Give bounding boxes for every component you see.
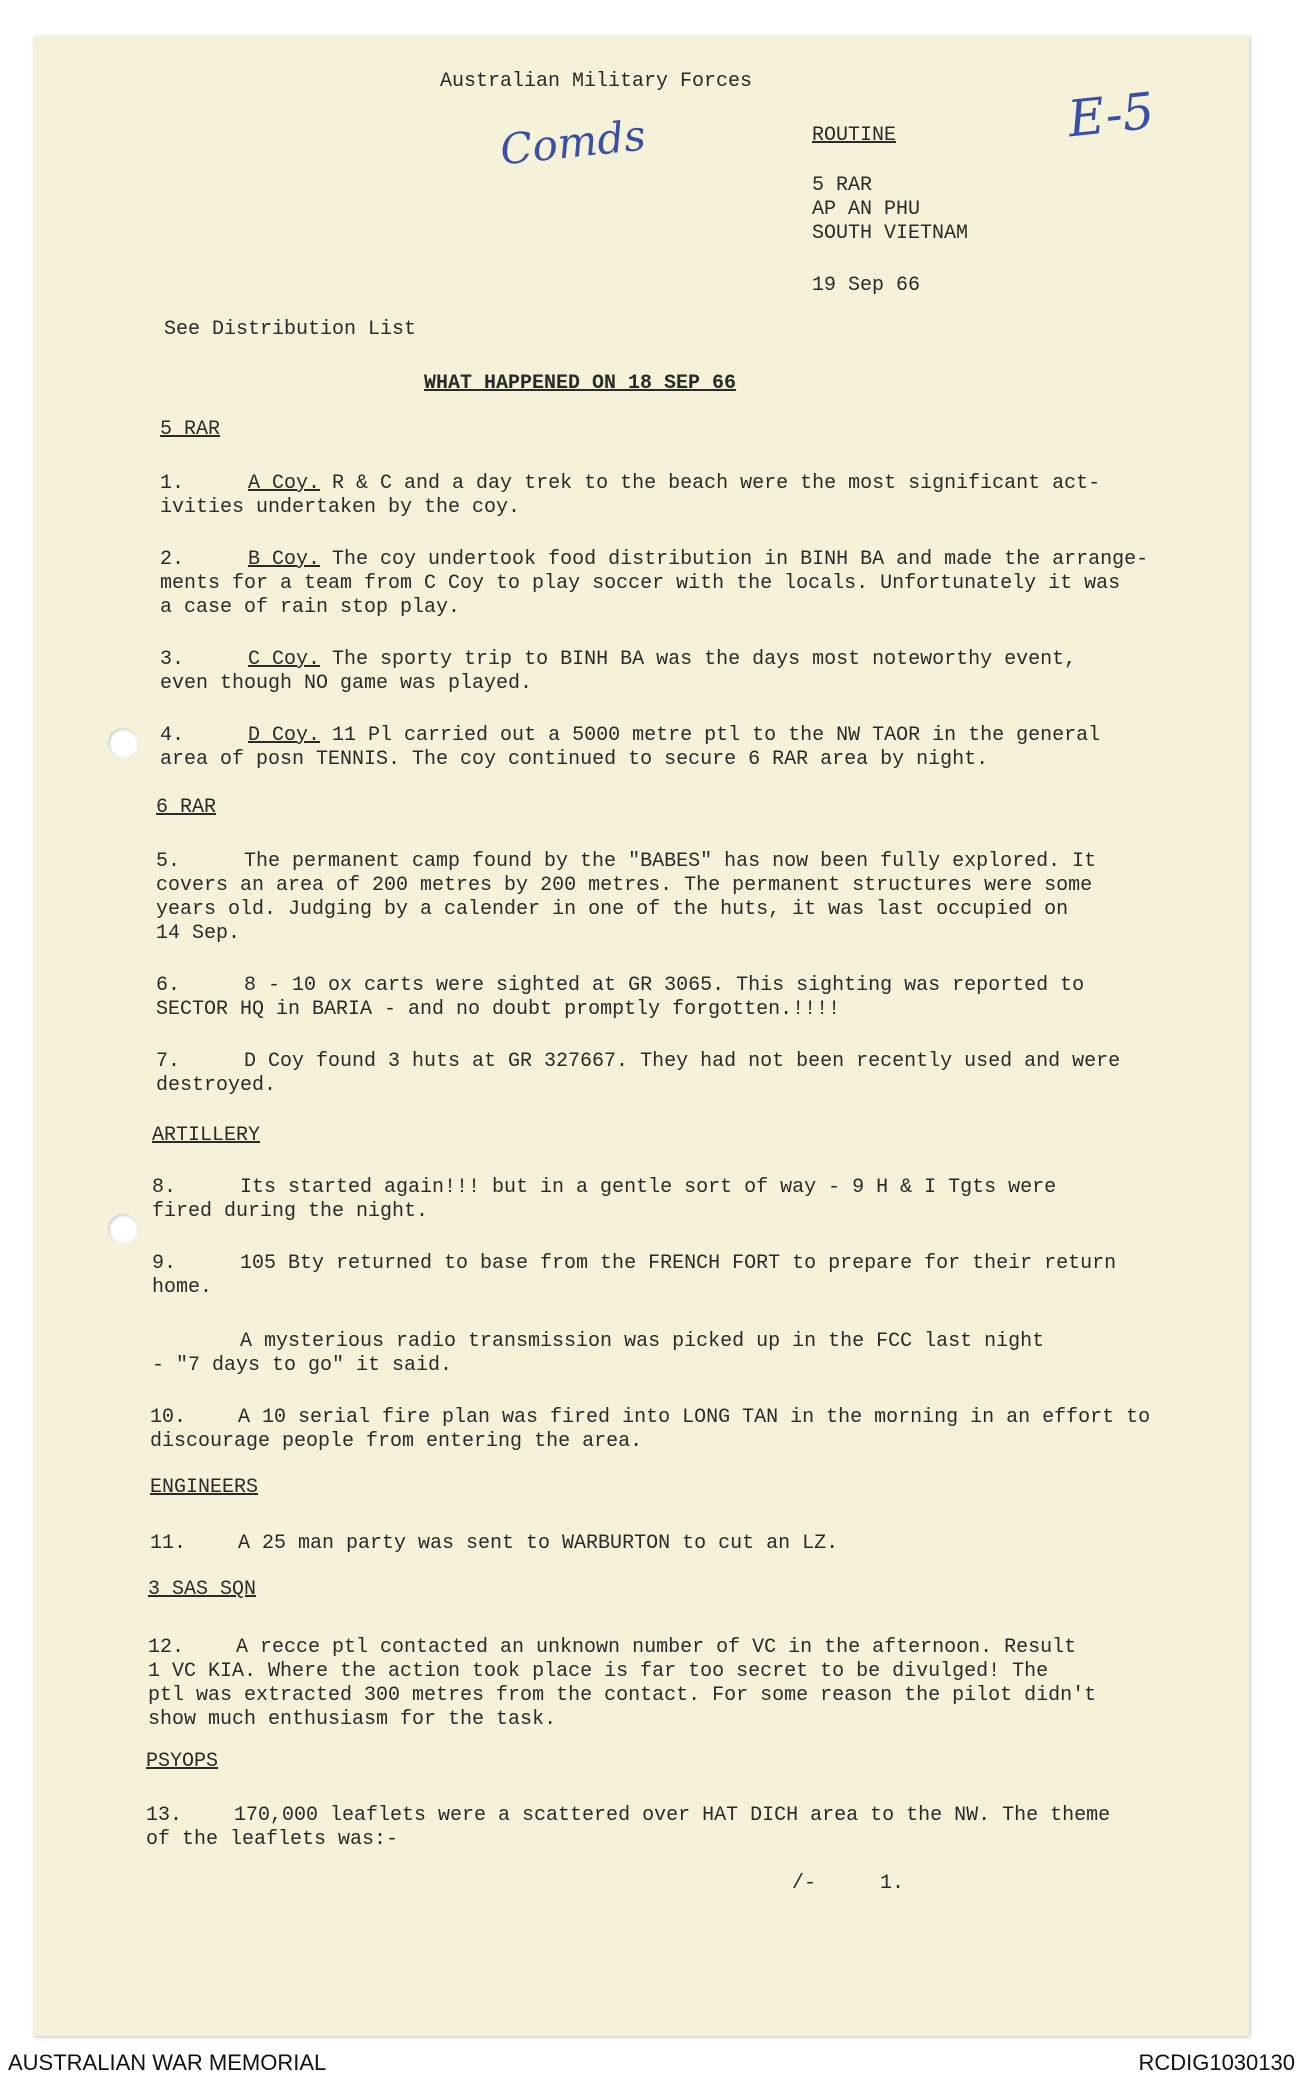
paragraph-lead: D Coy. [248,724,321,747]
paragraph-5 [156,850,1191,946]
page-number: 1. [880,1872,905,1895]
paragraph-10 [150,1406,1185,1454]
paragraph-line: destroyed. [156,1074,277,1097]
paragraph-line: a case of rain stop play. [160,596,461,619]
paragraph-line: A recce ptl contacted an unknown number of VC in the afternoon. Result [236,1636,1077,1659]
paragraph-lead: A Coy. [248,472,321,495]
paragraph-number: 7. [156,1050,181,1073]
paragraph-line: 14 Sep. [156,922,241,945]
continuation-mark: /- [792,1872,817,1895]
paragraph-7 [156,1050,1191,1098]
paragraph-line: The permanent camp found by the "BABES" has now been fully explored. It [244,850,1097,873]
paragraph-line: The coy undertook food distribution in BINH BA and made the arrange- [332,548,1149,571]
paragraph-line: - "7 days to go" it said. [152,1354,453,1377]
document-title: WHAT HAPPENED ON 18 SEP 66 [424,372,737,395]
paragraph-line: 105 Bty returned to base from the FRENCH FORT to prepare for their return [240,1252,1117,1275]
section-heading: 3 SAS SQN [148,1578,257,1601]
punch-hole [108,1214,138,1244]
paragraph-4 [160,724,1195,772]
paragraph-number: 11. [150,1532,187,1555]
paragraph-line: ptl was extracted 300 metres from the contact. For some reason the pilot didn't [148,1684,1097,1707]
org-name: Australian Military Forces [440,70,753,93]
section-heading: ARTILLERY [152,1124,261,1147]
address-line: AP AN PHU [812,198,921,221]
paragraph-number: 3. [160,648,185,671]
paragraph-line: 1 VC KIA. Where the action took place is far too secret to be divulged! The [148,1660,1049,1683]
paragraph-line: 11 Pl carried out a 5000 metre ptl to the NW TAOR in the general [332,724,1101,747]
paragraph-line: even though NO game was played. [160,672,533,695]
paragraph-line: A 25 man party was sent to WARBURTON to cut an LZ. [238,1532,839,1555]
address-line: SOUTH VIETNAM [812,222,969,245]
punch-hole [108,728,138,758]
archive-source: AUSTRALIAN WAR MEMORIAL [8,2050,327,2075]
paragraph-line: fired during the night. [152,1200,429,1223]
paragraph-line: home. [152,1276,213,1299]
address-line: 5 RAR [812,174,873,197]
paragraph-number: 2. [160,548,185,571]
archive-id: RCDIG1030130 [1138,2050,1295,2075]
paragraph-line: A 10 serial fire plan was fired into LONG TAN in the morning in an effort to [238,1406,1151,1429]
paragraph-line: SECTOR HQ in BARIA - and no doubt promptly forgotten.!!!! [156,998,841,1021]
paragraph-line: D Coy found 3 huts at GR 327667. They had not been recently used and were [244,1050,1121,1073]
classification: ROUTINE [812,124,897,147]
section-heading: 6 RAR [156,796,217,819]
paragraph-number: 9. [152,1252,177,1275]
paragraph-number: 12. [148,1636,185,1659]
paragraph-number: 5. [156,850,181,873]
paragraph-11 [150,1532,1185,1556]
paragraph-13 [146,1804,1181,1852]
paragraph-lead: C Coy. [248,648,321,671]
paragraph-line: A mysterious radio transmission was picked up in the FCC last night [240,1330,1045,1353]
paragraph-number: 13. [146,1804,183,1827]
paragraph-lead: B Coy. [248,548,321,571]
paragraph-3 [160,648,1195,696]
paragraph-number: 8. [152,1176,177,1199]
paragraph-line: 170,000 leaflets were a scattered over HAT DICH area to the NW. The theme [234,1804,1111,1827]
paragraph-line: ments for a team from C Coy to play soccer with the locals. Unfortunately it was [160,572,1121,595]
handwritten-ref: E-5 [1065,81,1157,149]
paragraph-12 [148,1636,1183,1732]
paragraph-line: show much enthusiasm for the task. [148,1708,557,1731]
paragraph-6 [156,974,1191,1022]
paragraph-8 [152,1176,1187,1224]
paragraph-line: 8 - 10 ox carts were sighted at GR 3065. This sighting was reported to [244,974,1085,997]
document-date: 19 Sep 66 [812,274,921,297]
paragraph-number: 4. [160,724,185,747]
recipient: See Distribution List [164,318,417,341]
paragraph-number: 6. [156,974,181,997]
paragraph-line: of the leaflets was:- [146,1828,399,1851]
paragraph-line: R & C and a day trek to the beach were the most significant act- [332,472,1101,495]
paragraph-line: Its started again!!! but in a gentle sort of way - 9 H & I Tgts were [240,1176,1057,1199]
paragraph-line: covers an area of 200 metres by 200 metres. The permanent structures were some [156,874,1093,897]
paragraph-line: ivities undertaken by the coy. [160,496,521,519]
paragraph-number: 1. [160,472,185,495]
paragraph-2 [160,548,1195,620]
handwritten-comds: Comds [497,110,648,175]
section-heading: ENGINEERS [150,1476,259,1499]
section-heading: 5 RAR [160,418,221,441]
paragraph-number: 10. [150,1406,187,1429]
paragraph-line: years old. Judging by a calender in one of the huts, it was last occupied on [156,898,1069,921]
paragraph-unnumbered [152,1330,1187,1378]
paragraph-line: The sporty trip to BINH BA was the days most noteworthy event, [332,648,1077,671]
paragraph-line: discourage people from entering the area. [150,1430,643,1453]
paragraph-1 [160,472,1195,520]
paragraph-9 [152,1252,1187,1300]
paragraph-line: area of posn TENNIS. The coy continued to secure 6 RAR area by night. [160,748,989,771]
section-heading: PSYOPS [146,1750,219,1773]
